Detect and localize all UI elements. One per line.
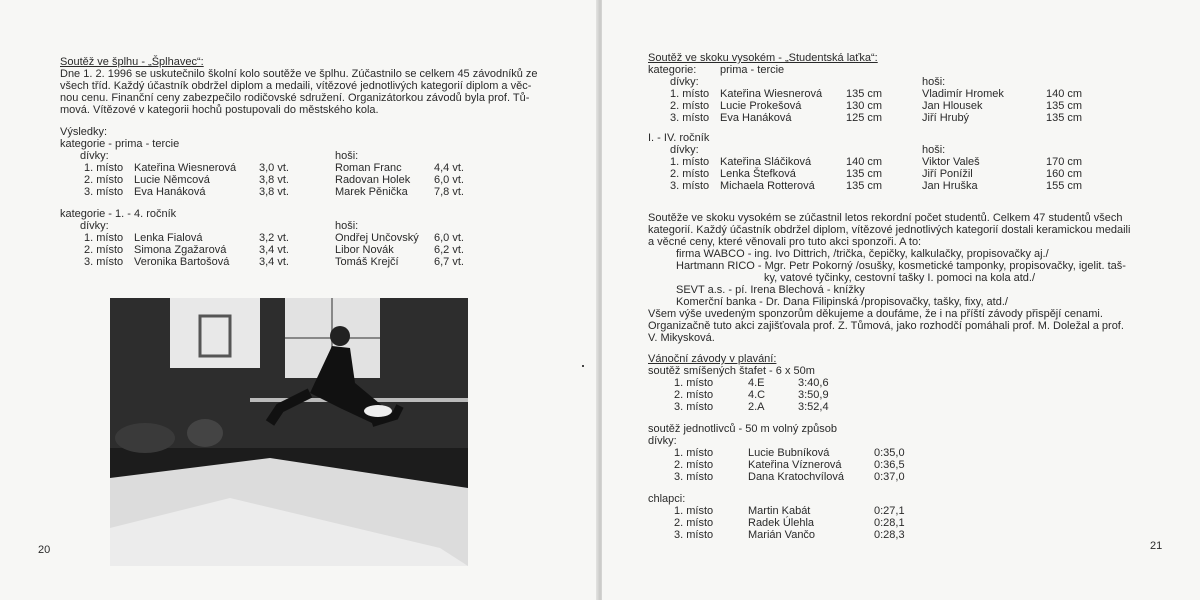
name-cell: Jan Hruška bbox=[922, 180, 978, 192]
boys-label: hoši: bbox=[922, 144, 946, 156]
left-page bbox=[0, 0, 598, 600]
place-cell: 2. místo bbox=[84, 174, 124, 186]
height-cell: 125 cm bbox=[846, 112, 883, 124]
name-cell: Lucie Němcová bbox=[134, 174, 210, 186]
place-cell: 3. místo bbox=[84, 186, 124, 198]
place-cell: 1. místo bbox=[674, 447, 714, 459]
name-cell: Kateřina Sláčiková bbox=[720, 156, 812, 168]
name-cell: Jiří Hrubý bbox=[922, 112, 970, 124]
class-cell: 2.A bbox=[748, 401, 765, 413]
place-cell: 3. místo bbox=[670, 112, 710, 124]
place-cell: 1. místo bbox=[84, 232, 124, 244]
girls-label: dívky: bbox=[670, 76, 699, 88]
sponsor-line: firma WABCO - ing. Ivo Dittrich, /trička, čepičky, kalkulačky, propisovačky aj./ bbox=[676, 248, 1049, 260]
time-cell: 3,8 vt. bbox=[259, 186, 289, 198]
time-cell: 7,8 vt. bbox=[434, 186, 464, 198]
place-cell: 2. místo bbox=[670, 168, 710, 180]
sponsor-line: ky, vatové tyčinky, cestovní tašky I. pomoci na kola atd./ bbox=[764, 272, 1036, 284]
name-cell: Veronika Bartošová bbox=[134, 256, 230, 268]
right-page bbox=[602, 0, 1200, 600]
sponsor-line: SEVT a.s. - pí. Irena Blechová - knížky bbox=[676, 284, 865, 296]
sponsor-line: Hartmann RICO - Mgr. Petr Pokorný /osušky, kosmetické tamponky, propisovačky, igelit. taš- bbox=[676, 260, 1126, 272]
place-cell: 1. místo bbox=[674, 377, 714, 389]
name-cell: Kateřina Wiesnerová bbox=[720, 88, 823, 100]
name-cell: Marek Pěnička bbox=[335, 186, 408, 198]
name-cell: Tomáš Krejčí bbox=[335, 256, 399, 268]
name-cell: Jiří Ponížil bbox=[922, 168, 973, 180]
time-cell: 3:40,6 bbox=[798, 377, 829, 389]
place-cell: 3. místo bbox=[674, 471, 714, 483]
height-cell: 135 cm bbox=[846, 88, 883, 100]
time-cell: 0:28,1 bbox=[874, 517, 905, 529]
height-cell: 155 cm bbox=[1046, 180, 1083, 192]
girls-label: dívky: bbox=[670, 144, 699, 156]
category-label: kategorie - 1. - 4. ročník bbox=[60, 208, 177, 220]
boys-label: hoši: bbox=[335, 150, 359, 162]
class-cell: 4.C bbox=[748, 389, 766, 401]
time-cell: 3,4 vt. bbox=[259, 244, 289, 256]
time-cell: 0:36,5 bbox=[874, 459, 905, 471]
sponsor-para-line: Organizačně tuto akci zajišťovala prof. Z. Tůmová, jako rozhodčí pomáhali prof. M. Doležal a prof. bbox=[648, 320, 1124, 332]
height-cell: 135 cm bbox=[1046, 112, 1083, 124]
time-cell: 3,8 vt. bbox=[259, 174, 289, 186]
page-number: 20 bbox=[38, 544, 51, 556]
place-cell: 2. místo bbox=[674, 459, 714, 471]
girls-label: dívky: bbox=[80, 150, 109, 162]
boys-label: hoši: bbox=[335, 220, 359, 232]
category-label: I. - IV. ročník bbox=[648, 132, 710, 144]
place-cell: 3. místo bbox=[670, 180, 710, 192]
name-cell: Kateřina Wiesnerová bbox=[134, 162, 237, 174]
height-cell: 170 cm bbox=[1046, 156, 1083, 168]
height-cell: 135 cm bbox=[846, 168, 883, 180]
high-jump-heading: Soutěž ve skoku vysokém - „Studentská laťka“: bbox=[648, 52, 878, 64]
time-cell: 4,4 vt. bbox=[434, 162, 464, 174]
time-cell: 6,0 vt. bbox=[434, 174, 464, 186]
girls-label: dívky: bbox=[80, 220, 109, 232]
time-cell: 3,4 vt. bbox=[259, 256, 289, 268]
height-cell: 140 cm bbox=[846, 156, 883, 168]
height-cell: 130 cm bbox=[846, 100, 883, 112]
time-cell: 0:27,1 bbox=[874, 505, 905, 517]
place-cell: 1. místo bbox=[84, 162, 124, 174]
sponsor-para-line: Všem výše uvedeným sponzorům děkujeme a doufáme, že i na příští závody přispějí cenami. bbox=[648, 308, 1103, 320]
name-cell: Vladimír Hromek bbox=[922, 88, 1004, 100]
time-cell: 0:35,0 bbox=[874, 447, 905, 459]
time-cell: 6,7 vt. bbox=[434, 256, 464, 268]
time-cell: 3,0 vt. bbox=[259, 162, 289, 174]
time-cell: 3:52,4 bbox=[798, 401, 829, 413]
climbing-para-line: Dne 1. 2. 1996 se uskutečnilo školní kolo soutěže ve šplhu. Zúčastnilo se celkem 45 závodníků ze bbox=[60, 68, 538, 80]
name-cell: Lenka Fialová bbox=[134, 232, 203, 244]
height-cell: 135 cm bbox=[1046, 100, 1083, 112]
place-cell: 2. místo bbox=[674, 389, 714, 401]
height-cell: 140 cm bbox=[1046, 88, 1083, 100]
time-cell: 0:37,0 bbox=[874, 471, 905, 483]
sponsor-para-line: Soutěže ve skoku vysokém se zúčastnil letos rekordní počet studentů. Celkem 47 studentů všech bbox=[648, 212, 1123, 224]
name-cell: Kateřina Víznerová bbox=[748, 459, 842, 471]
time-cell: 0:28,3 bbox=[874, 529, 905, 541]
height-cell: 160 cm bbox=[1046, 168, 1083, 180]
name-cell: Ondřej Unčovský bbox=[335, 232, 419, 244]
place-cell: 2. místo bbox=[670, 100, 710, 112]
name-cell: Radovan Holek bbox=[335, 174, 411, 186]
climbing-photo bbox=[110, 298, 468, 566]
time-cell: 3:50,9 bbox=[798, 389, 829, 401]
boys-label: hoši: bbox=[922, 76, 946, 88]
name-cell: Simona Zgažarová bbox=[134, 244, 227, 256]
category-value: prima - tercie bbox=[720, 64, 785, 76]
name-cell: Lenka Štefková bbox=[720, 168, 796, 180]
name-cell: Michaela Rotterová bbox=[720, 180, 815, 192]
page-number: 21 bbox=[1150, 540, 1163, 552]
name-cell: Eva Hanáková bbox=[720, 112, 792, 124]
time-cell: 6,2 vt. bbox=[434, 244, 464, 256]
climbing-heading: Soutěž ve šplhu - „Šplhavec“: bbox=[60, 56, 204, 68]
category-label: kategorie - prima - tercie bbox=[60, 138, 180, 150]
place-cell: 1. místo bbox=[670, 156, 710, 168]
place-cell: 3. místo bbox=[674, 529, 714, 541]
name-cell: Lucie Prokešová bbox=[720, 100, 802, 112]
category-label: kategorie: bbox=[648, 64, 697, 76]
name-cell: Martin Kabát bbox=[748, 505, 811, 517]
name-cell: Radek Úlehla bbox=[748, 517, 815, 529]
place-cell: 2. místo bbox=[84, 244, 124, 256]
sponsor-para-line: a věcné ceny, které věnovali pro tuto akci sponzoři. A to: bbox=[648, 236, 922, 248]
place-cell: 3. místo bbox=[84, 256, 124, 268]
place-cell: 3. místo bbox=[674, 401, 714, 413]
swimming-heading: Vánoční závody v plavání: bbox=[648, 353, 777, 365]
name-cell: Jan Hlousek bbox=[922, 100, 983, 112]
girls-label: dívky: bbox=[648, 435, 677, 447]
climbing-para-line: všech tříd. Každý účastník obdržel diplom a medaili, vítězové jednotlivých kategorií diplom a věc- bbox=[60, 80, 532, 92]
climbing-para-line: mová. Vítězové v kategorii hochů postupovali do městského kola. bbox=[60, 104, 379, 116]
individual-label: soutěž jednotlivců - 50 m volný způsob bbox=[648, 423, 837, 435]
height-cell: 135 cm bbox=[846, 180, 883, 192]
print-mark bbox=[582, 365, 584, 367]
sponsor-line: Komerční banka - Dr. Dana Filipinská /propisovačky, tašky, fixy, atd./ bbox=[676, 296, 1008, 308]
name-cell: Lucie Bubníková bbox=[748, 447, 830, 459]
climbing-para-line: nou cenu. Finanční ceny zabezpečilo rodičovské sdružení. Organizátorkou závodů byla prof. Tů- bbox=[60, 92, 530, 104]
sponsor-para-line: kategorií. Každý účastník obdržel diplom, vítězové jednotlivých kategorií dostali keramickou medaili bbox=[648, 224, 1131, 236]
name-cell: Viktor Valeš bbox=[922, 156, 980, 168]
boys-label: chlapci: bbox=[648, 493, 686, 505]
relay-label: soutěž smíšených štafet - 6 x 50m bbox=[648, 365, 815, 377]
name-cell: Libor Novák bbox=[335, 244, 394, 256]
name-cell: Roman Franc bbox=[335, 162, 402, 174]
time-cell: 6,0 vt. bbox=[434, 232, 464, 244]
results-label: Výsledky: bbox=[60, 126, 108, 138]
name-cell: Marián Vančo bbox=[748, 529, 816, 541]
place-cell: 1. místo bbox=[670, 88, 710, 100]
place-cell: 2. místo bbox=[674, 517, 714, 529]
name-cell: Dana Kratochvílová bbox=[748, 471, 844, 483]
class-cell: 4.E bbox=[748, 377, 765, 389]
time-cell: 3,2 vt. bbox=[259, 232, 289, 244]
place-cell: 1. místo bbox=[674, 505, 714, 517]
sponsor-para-line: V. Mikysková. bbox=[648, 332, 715, 344]
name-cell: Eva Hanáková bbox=[134, 186, 206, 198]
